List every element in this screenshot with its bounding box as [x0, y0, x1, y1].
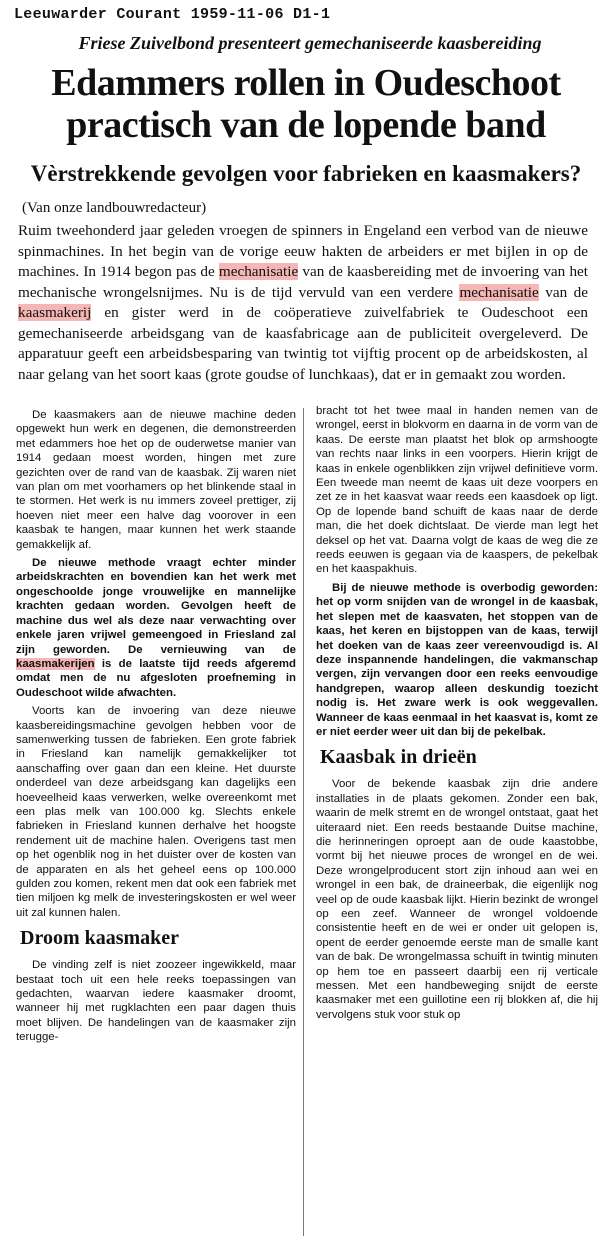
left-paragraph-4: De vinding zelf is niet zoozeer ingewikkeld, maar bestaat toch uit een hele reeks toepassingen van gedachten, waarvan iedere kaasmaker droomt, wanneer hij met rugklachten een paar dagen thuis moet blijven. De handelingen van de kaasmaker zijn terugge- [16, 959, 296, 1044]
right-paragraph-1: bracht tot het twee maal in handen nemen van de wrongel, eerst in blokvorm en daarna in de vorm van de kaas. De eerste man plaatst het blok op armshoogte van rechts naar links in een voorpers. Hierin krijgt de kaas in enkele ogenblikken zijn vrijwel definitieve vorm. Een tweede man neemt de kaas uit deze voorpers en zet ze in het kaasvat waar reeds een kaasdoek op ligt. Op de lopende band schuift de kaas naar de derde man, die het doek dichtslaat. De vierde man legt het deksel op het vat. Daarna volgt de kaas de weg die ze reeds eeuwen is gegaan via de kaaspers, de pekelbak en het kaaspakhuis. [316, 405, 598, 576]
section-heading-droom-kaasmaker: Droom kaasmaker [20, 927, 180, 950]
intro-paragraph [18, 221, 588, 385]
byline: (Van onze landbouwredacteur) [22, 200, 207, 216]
intro-text-d: en gister werd in de coöperatieve zuivelfabriek te Oudeschoot een gemechaniseerde arbeidsgang van de kaasfabricage aan de publiciteit overgeleverd. De apparatuur geeft een arbeidsbesparing van twintig tot vijftig procent op de arbeidskosten, al naar gelang van het soort kaas (grote goudse of lunchkaas), dat er in gemaakt zou worden. [18, 304, 588, 383]
headline [10, 62, 602, 146]
source-line: Leeuwarder Courant 1959-11-06 D1-1 [14, 6, 331, 23]
section-heading-kaasbak-in-drieen: Kaasbak in drieën [320, 746, 477, 769]
headline-line-2: practisch van de lopende band [66, 104, 546, 146]
highlight-kaasmakerijen: kaasmakerijen [16, 657, 95, 670]
column-divider [303, 408, 304, 1236]
right-column [316, 404, 598, 1026]
subheadline: Vèrstrekkende gevolgen voor fabrieken en kaasmakers? [30, 161, 582, 186]
intro-text-c: van de [538, 283, 589, 301]
intro-text-b: van de kaasbereiding met de invoering van het mechanische wrongelsnijmes. Nu is de tijd vervuld van een verdere [18, 263, 588, 301]
left-p2-text-b: is de laatste tijd reeds afgeremd omdat men de nu afgesloten proefneming in Oudeschoot wilde afwachten. [16, 657, 296, 699]
left-paragraph-3: Voorts kan de invoering van deze nieuwe kaasbereidingsmachine gevolgen hebben voor de samenwerking tussen de fabrieken. Een grote fabriek in Friesland kan namelijk gemakkelijker tot aanschaffing over gaan dan een kleine. Het duurste onderdeel van deze arbeidsgang kan dagelijks een hoeveelheid kaas verwerken, welke overeenkomt met een plas melk van 100.000 kg. Slechts enkele fabrieken in Friesland kunnen derhalve het hoogste rendement uit de machine halen. Overigens tast men op het ogenblik nog in het duister over de kosten van de apparaten en als het geheel eens op 100.000 gulden zou komen, rekent men dat ook een fabriek met tien miljoen kg melk de investeringskosten er wel weer uit zal kunnen halen. [16, 705, 296, 919]
kicker: Friese Zuivelbond presenteert gemechaniseerde kaasbereiding [78, 33, 542, 53]
right-paragraph-3: Voor de bekende kaasbak zijn drie andere installaties in de plaats gekomen. Zonder een bak, waarin de melk stremt en de wrongel ontstaat, gaat het uiteraard niet. Een reeds bestaande Duitse machine, die herinneringen oproept aan de oude kaastobbe, vormt bij het nieuwe proces de wrongel en de wei. Deze wrongelproducent stort zijn inhoud aan wei en wrongel in een bak, de draineerbak, die eigenlijk nog veel op de oude kaasbak lijkt. Hierin bezinkt de wrongel op een zeef. Wanneer de wrongel voldoende consistentie heeft en de wei er onder uit gelopen is, opent de eerder genoemde eerste man de smalle kant van de bak. De wrongelmassa schuift in twintig minuten op hem toe en passeert daarbij een rij verticale messen. Met een handbeweging snijdt de eerste kaasmaker met een guillotine een rij blokken af, die hij vervolgens stuk voor stuk op [316, 778, 598, 1021]
intro-text-a: Ruim tweehonderd jaar geleden vroegen de spinners in Engeland een verbod van de nieuwe spinmachines. In het begin van de vorige eeuw hakten de arbeiders er met bijlen in op de machines. In 1914 begon pas de [18, 222, 588, 280]
left-paragraph-2 [16, 556, 296, 700]
left-paragraph-1: De kaasmakers aan de nieuwe machine deden opgewekt hun werk en degenen, die demonstreerden met edammers hoe het op de ouderwetse manier van 1914 gedaan moest worden, hingen met zure gezichten over de rand van de kaasbak. Zij waren niet van plan om met voorhamers op het blinkende staal in te stormen. Het werk is nu immers zoveel prettiger, zij hoeven niet meer een halve dag voorover in een kaasbak te hangen, maar kunnen het werk staande gemakkelijk af. [16, 409, 296, 551]
right-paragraph-2: Bij de nieuwe methode is overbodig geworden: het op vorm snijden van de wrongel in de kaasbak, het slepen met de kaasvaten, het stoppen van de kaas, het keren en bijstoppen van de kaas, terwijl het doeken van de kaas zeer vereenvoudigd is. Al deze inspannende handelingen, die vakmanschap vergen, zijn vervangen door een reeks eenvoudige handgrepen, waarop alleen deskundig toezicht nodig is. Het zware werk is ook weggevallen. Wanneer de kaas eenmaal in het kaasvat is, komt ze er niet eerder weer uit dan bij de pekelbak. [316, 581, 598, 738]
highlight-mechanisatie-1: mechanisatie [218, 263, 299, 280]
left-p2-text-a: De nieuwe methode vraagt echter minder arbeidskrachten en bovendien kan het werk met ongeschoolde jonge vrouwelijke en mannelijke krachten gedaan worden. Gevolgen heeft de machine dus wel als deze naar verwachting over enkele jaren vrijwel gemeengoed in Friesland zal zijn geworden. De vernieuwing van de [16, 557, 296, 656]
left-column [16, 408, 296, 1049]
highlight-kaasmakerij: kaasmakerij [18, 304, 92, 321]
headline-line-1: Edammers rollen in Oudeschoot [51, 62, 561, 104]
highlight-mechanisatie-2: mechanisatie [459, 283, 539, 301]
